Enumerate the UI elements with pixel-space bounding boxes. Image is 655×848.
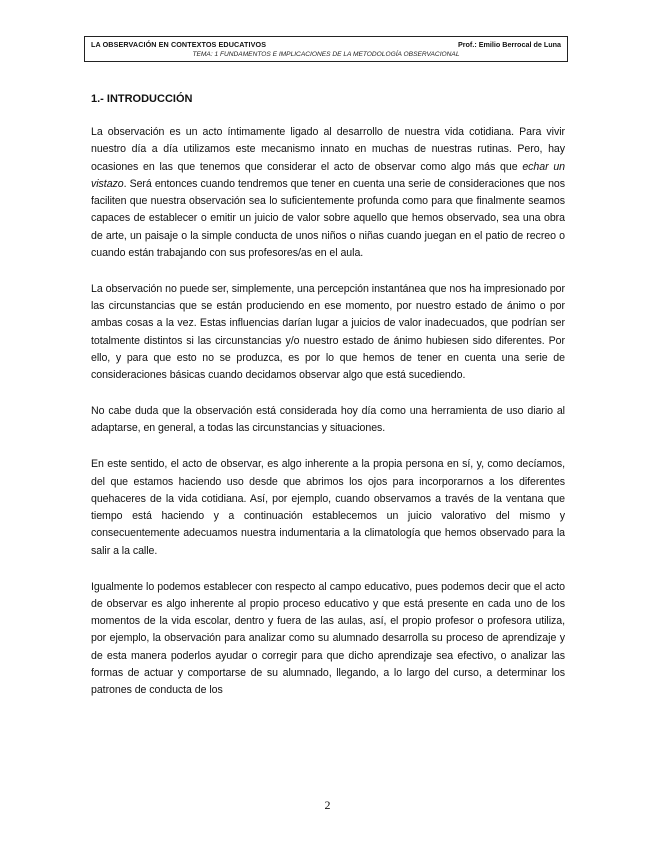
paragraph-2: La observación no puede ser, simplemente, una percepción instantánea que nos ha impresionado por las circunstancias que se están produciendo en ese momento, por nuestro estado de ánimo o por ambas cosas a la vez. Estas influencias darían lugar a juicios de valor inadecuados, que podrían ser totalmente distintos si las circunstancias y/o nuestro estado de ánimo hubiesen sido diferentes. Por ello, y para que esto no se produzca, es por lo que hemos de tener en cuenta una serie de consideraciones básicas cuando decidamos observar algo que está sucediendo.: [91, 282, 565, 382]
paragraph-5: Igualmente lo podemos establecer con respecto al campo educativo, pues podemos decir que el acto de observar es algo inherente al propio proceso educativo y que está presente en cada uno de los momentos de la vida escolar, dentro y fuera de las aulas, así, el propio profesor o profesora utiliza, por ejemplo, la observación para analizar como su alumnado desarrolla su proceso de aprendizaje y de esta manera poderlos ayudar o corregir para que dicho aprendizaje sea efectivo, o analizar las formas de actuar y comportarse de su alumnado, llegando, a lo largo del curso, a determinar los patrones de conducta de los: [91, 580, 565, 697]
paragraph-1-text-b: . Será entonces cuando tendremos que tener en cuenta una serie de consideraciones que nos faciliten que nuestra observación sea lo suficientemente profunda como para que finalmente seamos capaces de establecer o emitir un juicio de valor sobre aquello que hemos observado, sea una obra de arte, un paisaje o la simple conducta de unos niños o niñas cuando juegan en el patio de recreo o cuando están trabajando con sus profesores/as en el aula.: [91, 177, 565, 260]
paragraph-3: No cabe duda que la observación está considerada hoy día como una herramienta de uso diario al adaptarse, en general, a todas las circunstancias y situaciones.: [91, 405, 565, 435]
paragraph-1-text-a: La observación es un acto íntimamente ligado al desarrollo de nuestra vida cotidiana. Para vivir nuestro día a día utilizamos este mecanismo innato en muchas de nuestras rutinas. Pero, hay ocasiones en las que tenemos que considerar el acto de observar como algo más que: [91, 126, 565, 173]
page-number: 2: [324, 798, 331, 812]
running-header: [84, 36, 568, 62]
paragraph-4: En este sentido, el acto de observar, es algo inherente a la propia persona en sí, y, como decíamos, del que estamos haciendo uso desde que abrimos los ojos para incorporarnos a los diferentes quehaceres de la vida cotidiana. Así, por ejemplo, cuando observamos a través de la ventana que tiempo está haciendo y a continuación establecemos un juicio valorativo del mismo y consecuentemente adecuamos nuestra indumentaria a la climatología que hemos observado para la salir a la calle.: [91, 458, 565, 557]
page-body: [91, 92, 565, 718]
section-title: 1.- INTRODUCCIÓN: [91, 93, 193, 105]
paragraph-1: [91, 124, 565, 262]
header-author: Prof.: Emilio Berrocal de Luna: [457, 40, 561, 49]
paragraph-1-emphasis: echar un vistazo: [91, 160, 565, 190]
header-subtitle: TEMA: 1 FUNDAMENTOS E IMPLICACIONES DE LA METODOLOGÍA OBSERVACIONAL: [192, 51, 460, 58]
header-title: LA OBSERVACIÓN EN CONTEXTOS EDUCATIVOS: [91, 40, 267, 49]
